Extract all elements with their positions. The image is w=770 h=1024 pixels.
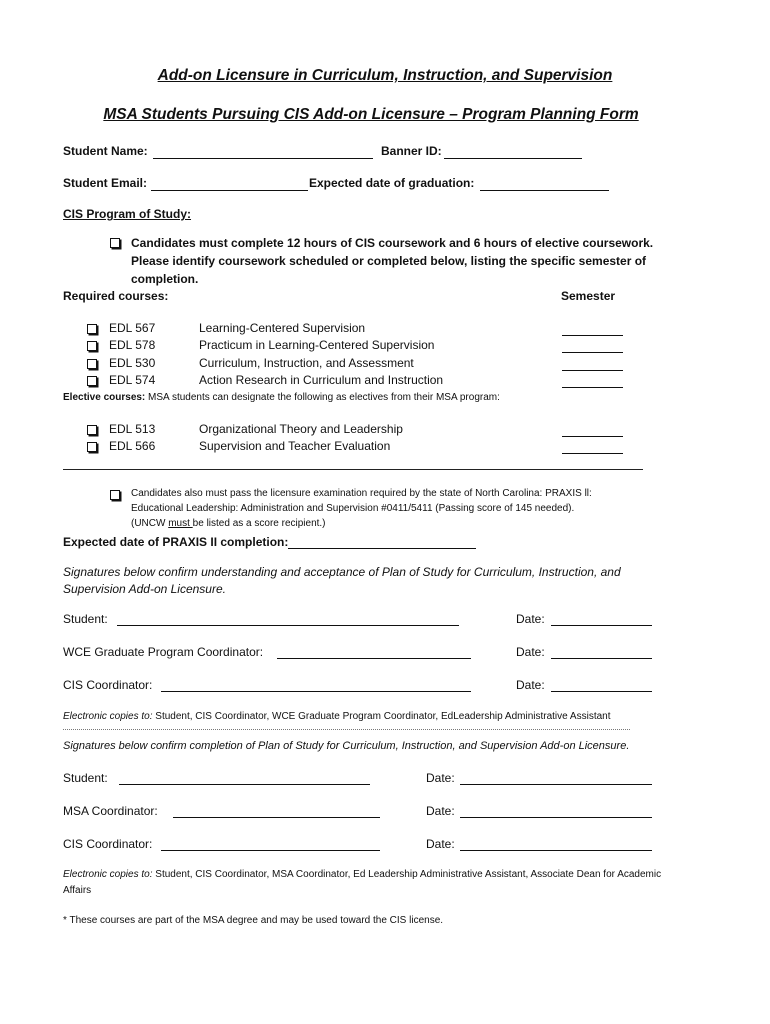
course-code: EDL 574 xyxy=(109,373,156,387)
praxis-text: be listed as a score recipient.) xyxy=(192,518,326,529)
course-code: EDL 530 xyxy=(109,356,156,370)
elective-row xyxy=(63,392,500,403)
sig2-msa-label: MSA Coordinator: xyxy=(63,804,158,818)
praxis-date-label: Expected date of PRAXIS II completion: xyxy=(63,535,289,549)
course-checkbox[interactable] xyxy=(87,324,97,334)
course-checkbox[interactable] xyxy=(87,341,97,351)
semester-label: Semester xyxy=(561,289,616,303)
student-email-field[interactable] xyxy=(151,190,308,191)
praxis-emphasis: must xyxy=(168,518,193,529)
semester-field[interactable] xyxy=(562,352,623,353)
praxis-line-2: Educational Leadership: Administration and Supervision #0411/5411 (Passing score of 145 needed). xyxy=(131,503,575,514)
sig2-copies xyxy=(63,869,661,880)
sig1-intro-1: Signatures below confirm understanding and acceptance of Plan of Study for Curriculum, Instruction, and xyxy=(63,565,621,579)
course-checkbox[interactable] xyxy=(87,376,97,386)
sig2-student-field[interactable] xyxy=(119,784,370,785)
sig1-intro-2: Supervision Add-on Licensure. xyxy=(63,582,226,596)
sig2-copies-cont: Affairs xyxy=(63,885,92,896)
sig2-cis-date-field[interactable] xyxy=(460,850,652,851)
instruction-checkbox[interactable] xyxy=(110,238,120,248)
course-title: Action Research in Curriculum and Instruction xyxy=(199,373,444,387)
required-courses-label: Required courses: xyxy=(63,289,169,303)
copies-label: Electronic copies to: xyxy=(63,711,153,722)
semester-field[interactable] xyxy=(562,436,623,437)
course-title: Supervision and Teacher Evaluation xyxy=(199,439,391,453)
instruction-line-2: Please identify coursework scheduled or completed below, listing the specific semester of xyxy=(131,254,647,268)
course-title: Curriculum, Instruction, and Assessment xyxy=(199,356,414,370)
graduation-field[interactable] xyxy=(480,190,609,191)
sig2-msa-field[interactable] xyxy=(173,817,380,818)
footnote: * These courses are part of the MSA degree and may be used toward the CIS license. xyxy=(63,915,444,926)
sig1-wce-date-field[interactable] xyxy=(551,658,652,659)
course-code: EDL 513 xyxy=(109,422,156,436)
course-title: Learning-Centered Supervision xyxy=(199,321,366,335)
praxis-line-3 xyxy=(131,518,326,529)
sig2-date-label: Date: xyxy=(426,804,455,818)
graduation-label: Expected date of graduation: xyxy=(309,176,475,190)
instruction-line-3: completion. xyxy=(131,272,199,286)
student-name-label: Student Name: xyxy=(63,144,148,158)
sig1-student-date-field[interactable] xyxy=(551,625,652,626)
sig1-cis-label: CIS Coordinator: xyxy=(63,678,153,692)
course-checkbox[interactable] xyxy=(87,359,97,369)
course-checkbox[interactable] xyxy=(87,425,97,435)
page-title: Add-on Licensure in Curriculum, Instruction, and Supervision xyxy=(157,67,613,84)
sig1-student-label: Student: xyxy=(63,612,108,626)
instruction-line-1: Candidates must complete 12 hours of CIS coursework and 6 hours of elective coursework. xyxy=(131,236,654,250)
sig2-cis-field[interactable] xyxy=(161,850,380,851)
sig1-cis-field[interactable] xyxy=(161,691,471,692)
copies-text: Student, CIS Coordinator, MSA Coordinator, Ed Leadership Administrative Assistant, Associate Dean for Academic xyxy=(152,869,662,880)
course-checkbox[interactable] xyxy=(87,442,97,452)
praxis-line-1: Candidates also must pass the licensure examination required by the state of North Carolina: PRAXIS ll: xyxy=(131,488,592,499)
semester-field[interactable] xyxy=(562,370,623,371)
copies-text: Student, CIS Coordinator, WCE Graduate Program Coordinator, EdLeadership Administrative Assistant xyxy=(152,711,611,722)
course-title: Organizational Theory and Leadership xyxy=(199,422,403,436)
sig1-cis-date-field[interactable] xyxy=(551,691,652,692)
sig1-student-field[interactable] xyxy=(117,625,459,626)
sig1-date-label: Date: xyxy=(516,678,545,692)
elective-note: MSA students can designate the following as electives from their MSA program: xyxy=(145,392,500,403)
banner-id-field[interactable] xyxy=(444,158,582,159)
sig2-date-label: Date: xyxy=(426,771,455,785)
course-title: Practicum in Learning-Centered Supervision xyxy=(199,338,435,352)
banner-id-label: Banner ID: xyxy=(381,144,442,158)
elective-label: Elective courses: xyxy=(63,392,146,403)
page-subtitle: MSA Students Pursuing CIS Add-on Licensure – Program Planning Form xyxy=(103,106,639,123)
sig1-wce-label: WCE Graduate Program Coordinator: xyxy=(63,645,264,659)
sig1-wce-field[interactable] xyxy=(277,658,471,659)
sig2-intro: Signatures below confirm completion of Plan of Study for Curriculum, Instruction, and Supervision Add-on Licensure. xyxy=(63,740,630,752)
section-divider xyxy=(63,469,643,470)
sig1-date-label: Date: xyxy=(516,645,545,659)
sig2-msa-date-field[interactable] xyxy=(460,817,652,818)
sig2-cis-label: CIS Coordinator: xyxy=(63,837,153,851)
semester-field[interactable] xyxy=(562,335,623,336)
dotted-divider xyxy=(63,729,630,730)
student-name-field[interactable] xyxy=(153,158,373,159)
sig2-date-label: Date: xyxy=(426,837,455,851)
semester-field[interactable] xyxy=(562,387,623,388)
sig2-student-label: Student: xyxy=(63,771,108,785)
course-code: EDL 566 xyxy=(109,439,156,453)
praxis-text: (UNCW xyxy=(131,518,169,529)
program-heading: CIS Program of Study: xyxy=(63,207,192,221)
student-email-label: Student Email: xyxy=(63,176,148,190)
sig1-date-label: Date: xyxy=(516,612,545,626)
praxis-checkbox[interactable] xyxy=(110,490,120,500)
praxis-date-field[interactable] xyxy=(288,548,476,549)
course-code: EDL 578 xyxy=(109,338,156,352)
sig2-student-date-field[interactable] xyxy=(460,784,652,785)
course-code: EDL 567 xyxy=(109,321,156,335)
semester-field[interactable] xyxy=(562,453,623,454)
sig1-copies xyxy=(63,711,611,722)
copies-label: Electronic copies to: xyxy=(63,869,153,880)
